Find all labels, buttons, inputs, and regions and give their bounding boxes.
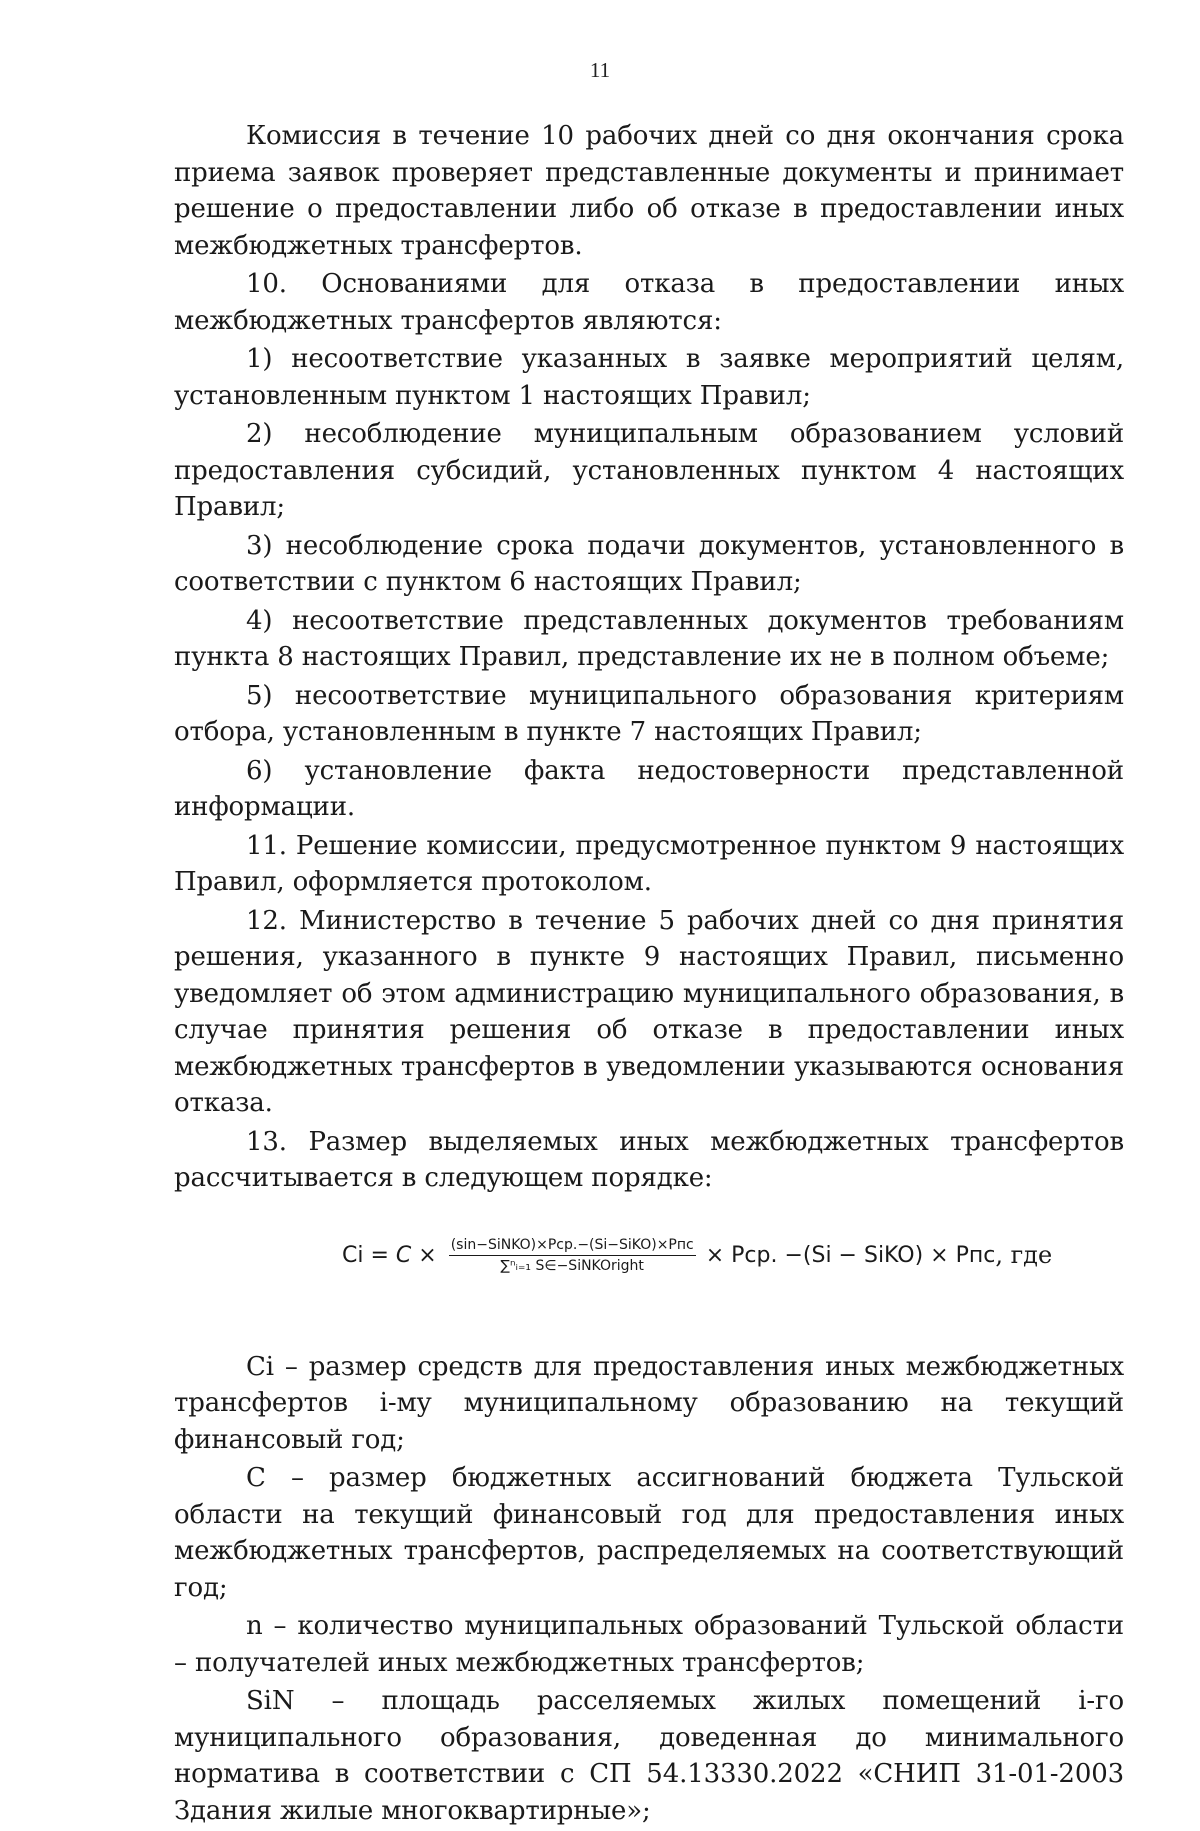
formula-rhs: × Pcp. −(Si − SiKO) × Pпс [705, 1242, 996, 1268]
formula-lhs-var: C [395, 1242, 412, 1268]
list-item-reason-4: 4) несоответствие представленных документов требованиям пункта 8 настоящих Правил, представление их не в полном объеме; [174, 605, 1124, 672]
formula [342, 1237, 1052, 1274]
paragraph-commission-review: Комиссия в течение 10 рабочих дней со дня окончания срока приема заявок проверяет представленные документы и принимает решение о предоставлении либо об отказе в предоставлении иных межбюджетных трансфертов. [174, 121, 1124, 261]
list-item-reason-6: 6) установление факта недостоверности представленной информации. [174, 755, 1124, 822]
paragraph-item-10: 10. Основаниями для отказа в предоставлении иных межбюджетных трансфертов являются: [174, 269, 1124, 336]
list-item-reason-3: 3) несоблюдение срока подачи документов, установленного в соответствии с пунктом 6 настоящих Правил; [174, 530, 1124, 597]
paragraph-item-12: 12. Министерство в течение 5 рабочих дней со дня принятия решения, указанного в пункте 9 настоящих Правил, письменно уведомляет об этом администрацию муниципального образования, в случае принятия решения об отказе в предоставлении иных межбюджетных трансфертов в уведомлении указываются основания отказа. [174, 905, 1124, 1118]
list-item-reason-2: 2) несоблюдение муниципальным образованием условий предоставления субсидий, установленных пунктом 4 настоящих Правил; [174, 419, 1124, 522]
formula-tail: , где [995, 1241, 1053, 1269]
formula-times: × [411, 1242, 437, 1268]
formula-denominator: ∑ⁿᵢ₌₁ S∈−SiNKOright [500, 1257, 644, 1274]
paragraph-item-11: 11. Решение комиссии, предусмотренное пунктом 9 настоящих Правил, оформляется протоколом. [174, 830, 1124, 897]
formula-lhs-text: Ci = [342, 1242, 396, 1268]
definition-sin: SiN – площадь расселяемых жилых помещений i-го муниципального образования, доведенная до минимального норматива в соответствии с СП 54.13330.2022 «СНИП 31-01-2003 Здания жилые многоквартирные»; [174, 1686, 1124, 1826]
paragraph-item-13: 13. Размер выделяемых иных межбюджетных трансфертов рассчитывается в следующем порядке: [174, 1126, 1124, 1193]
formula-numerator: (sin−SiNKO)×Pcp.−(Si−SiKO)×Pпс [449, 1237, 696, 1256]
formula-lhs [342, 1243, 437, 1268]
document-body [174, 118, 1124, 1831]
formula-block [174, 1211, 1124, 1331]
formula-fraction [449, 1237, 696, 1274]
definition-ci: Ci – размер средств для предоставления иных межбюджетных трансфертов i-му муниципальному образованию на текущий финансовый год; [174, 1351, 1124, 1455]
definition-c: C – размер бюджетных ассигнований бюджета Тульской области на текущий финансовый год для предоставления иных межбюджетных трансфертов, распределяемых на соответствующий год; [174, 1463, 1124, 1603]
definition-n: n – количество муниципальных образований Тульской области – получателей иных межбюджетных трансфертов; [174, 1611, 1124, 1678]
list-item-reason-1: 1) несоответствие указанных в заявке мероприятий целям, установленным пунктом 1 настоящих Правил; [174, 344, 1124, 411]
page-number: 11 [589, 58, 611, 82]
list-item-reason-5: 5) несоответствие муниципального образования критериям отбора, установленным в пункте 7 настоящих Правил; [174, 680, 1124, 747]
